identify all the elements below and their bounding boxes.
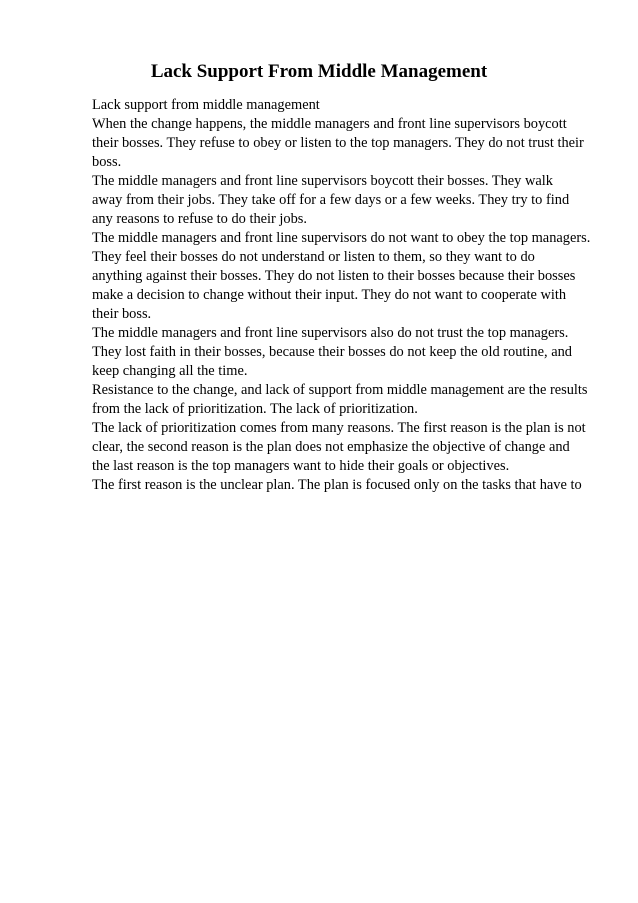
- text-line: Lack support from middle management: [92, 97, 320, 113]
- text-line: clear, the second reason is the plan does not emphasize the objective of change and: [92, 439, 570, 455]
- text-line: any reasons to refuse to do their jobs.: [92, 211, 308, 227]
- text-line: away from their jobs. They take off for a few days or a few weeks. They try to find: [92, 192, 570, 208]
- text-line: They lost faith in their bosses, because their bosses do not keep the old routine, and: [92, 344, 572, 360]
- text-line: Resistance to the change, and lack of support from middle management are the results: [92, 382, 588, 398]
- text-line: the last reason is the top managers want to hide their goals or objectives.: [92, 458, 510, 474]
- text-line: The middle managers and front line supervisors also do not trust the top managers.: [92, 325, 569, 341]
- text-line: boss.: [92, 154, 122, 170]
- text-line: from the lack of prioritization. The lack of prioritization.: [92, 401, 418, 417]
- text-line: their boss.: [92, 306, 152, 322]
- text-line: their bosses. They refuse to obey or listen to the top managers. They do not trust their: [92, 135, 584, 151]
- text-line: make a decision to change without their input. They do not want to cooperate with: [92, 287, 567, 303]
- text-line: When the change happens, the middle managers and front line supervisors boycott: [92, 116, 567, 132]
- body-text: [92, 96, 602, 495]
- page-title: Lack Support From Middle Management: [150, 61, 488, 82]
- text-line: The middle managers and front line supervisors boycott their bosses. They walk: [92, 173, 553, 189]
- text-line: The lack of prioritization comes from many reasons. The first reason is the plan is not: [92, 420, 586, 436]
- text-line: They feel their bosses do not understand or listen to them, so they want to do: [92, 249, 535, 265]
- text-line: The middle managers and front line supervisors do not want to obey the top managers.: [92, 230, 591, 246]
- text-line: The first reason is the unclear plan. The plan is focused only on the tasks that have to: [92, 477, 582, 493]
- text-line: anything against their bosses. They do not listen to their bosses because their bosses: [92, 268, 576, 284]
- text-line: keep changing all the time.: [92, 363, 248, 379]
